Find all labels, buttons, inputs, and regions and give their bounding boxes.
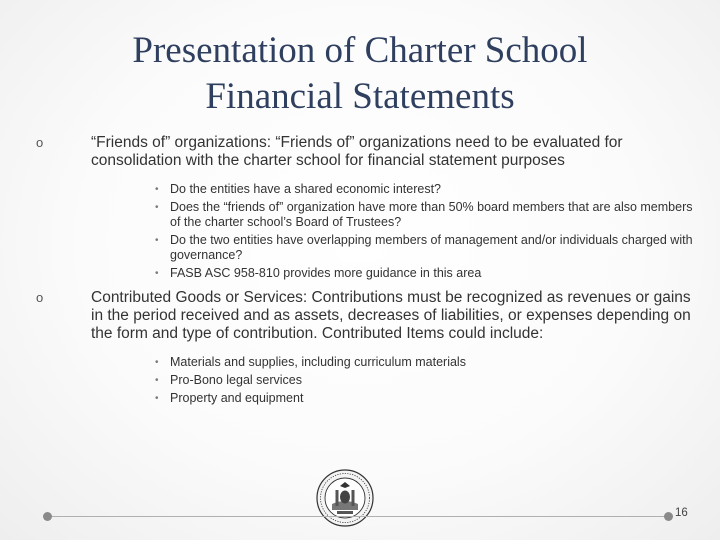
- bullet-marker: o: [36, 290, 44, 305]
- title-line-1: Presentation of Charter School: [132, 30, 588, 71]
- friends-of-sublist: [36, 182, 695, 281]
- bullet-friends-of: [36, 134, 696, 170]
- new-york-state-seal-icon: [315, 468, 375, 528]
- slide-title: [40, 28, 680, 120]
- footer-divider: [47, 516, 668, 517]
- sub-bullet-dot: •: [155, 202, 159, 213]
- sub-bullet-dot: •: [155, 393, 159, 404]
- list-item: • Property and equipment: [155, 391, 304, 405]
- title-line-2: Financial Statements: [205, 76, 515, 117]
- list-item: • Do the two entities have overlapping members of management and/or individuals charged with governance?: [155, 233, 693, 262]
- bullet-marker: o: [36, 135, 44, 150]
- bullet-text: “Friends of” organizations: “Friends of” organizations need to be evaluated for consolidation with the charter school for financial statement purposes: [91, 134, 623, 169]
- list-item: • Do the entities have a shared economic interest?: [155, 182, 441, 196]
- list-item: • FASB ASC 958-810 provides more guidance in this area: [155, 266, 482, 280]
- sub-bullet-dot: •: [155, 184, 159, 195]
- bullet-contributed-goods: [36, 289, 696, 343]
- list-item: • Pro-Bono legal services: [155, 373, 303, 387]
- contributed-items-sublist: [36, 355, 695, 406]
- list-item: • Materials and supplies, including curriculum materials: [155, 355, 466, 369]
- slide-body: [36, 134, 696, 409]
- page-number: 16: [675, 507, 688, 519]
- sub-bullet-dot: •: [155, 357, 159, 368]
- bullet-text: Contributed Goods or Services: Contributions must be recognized as revenues or gains in the period received and as assets, decreases of liabilities, or expenses depending on the form and type of contribution. Contributed Items could include:: [91, 289, 691, 342]
- sub-bullet-dot: •: [155, 375, 159, 386]
- footer-dot-left: [43, 512, 52, 521]
- footer-dot-right: [664, 512, 673, 521]
- list-item: • Does the “friends of” organization have more than 50% board members that are also members of the charter school’s Board of Trustees?: [155, 200, 693, 229]
- sub-bullet-dot: •: [155, 235, 159, 246]
- sub-bullet-dot: •: [155, 268, 159, 279]
